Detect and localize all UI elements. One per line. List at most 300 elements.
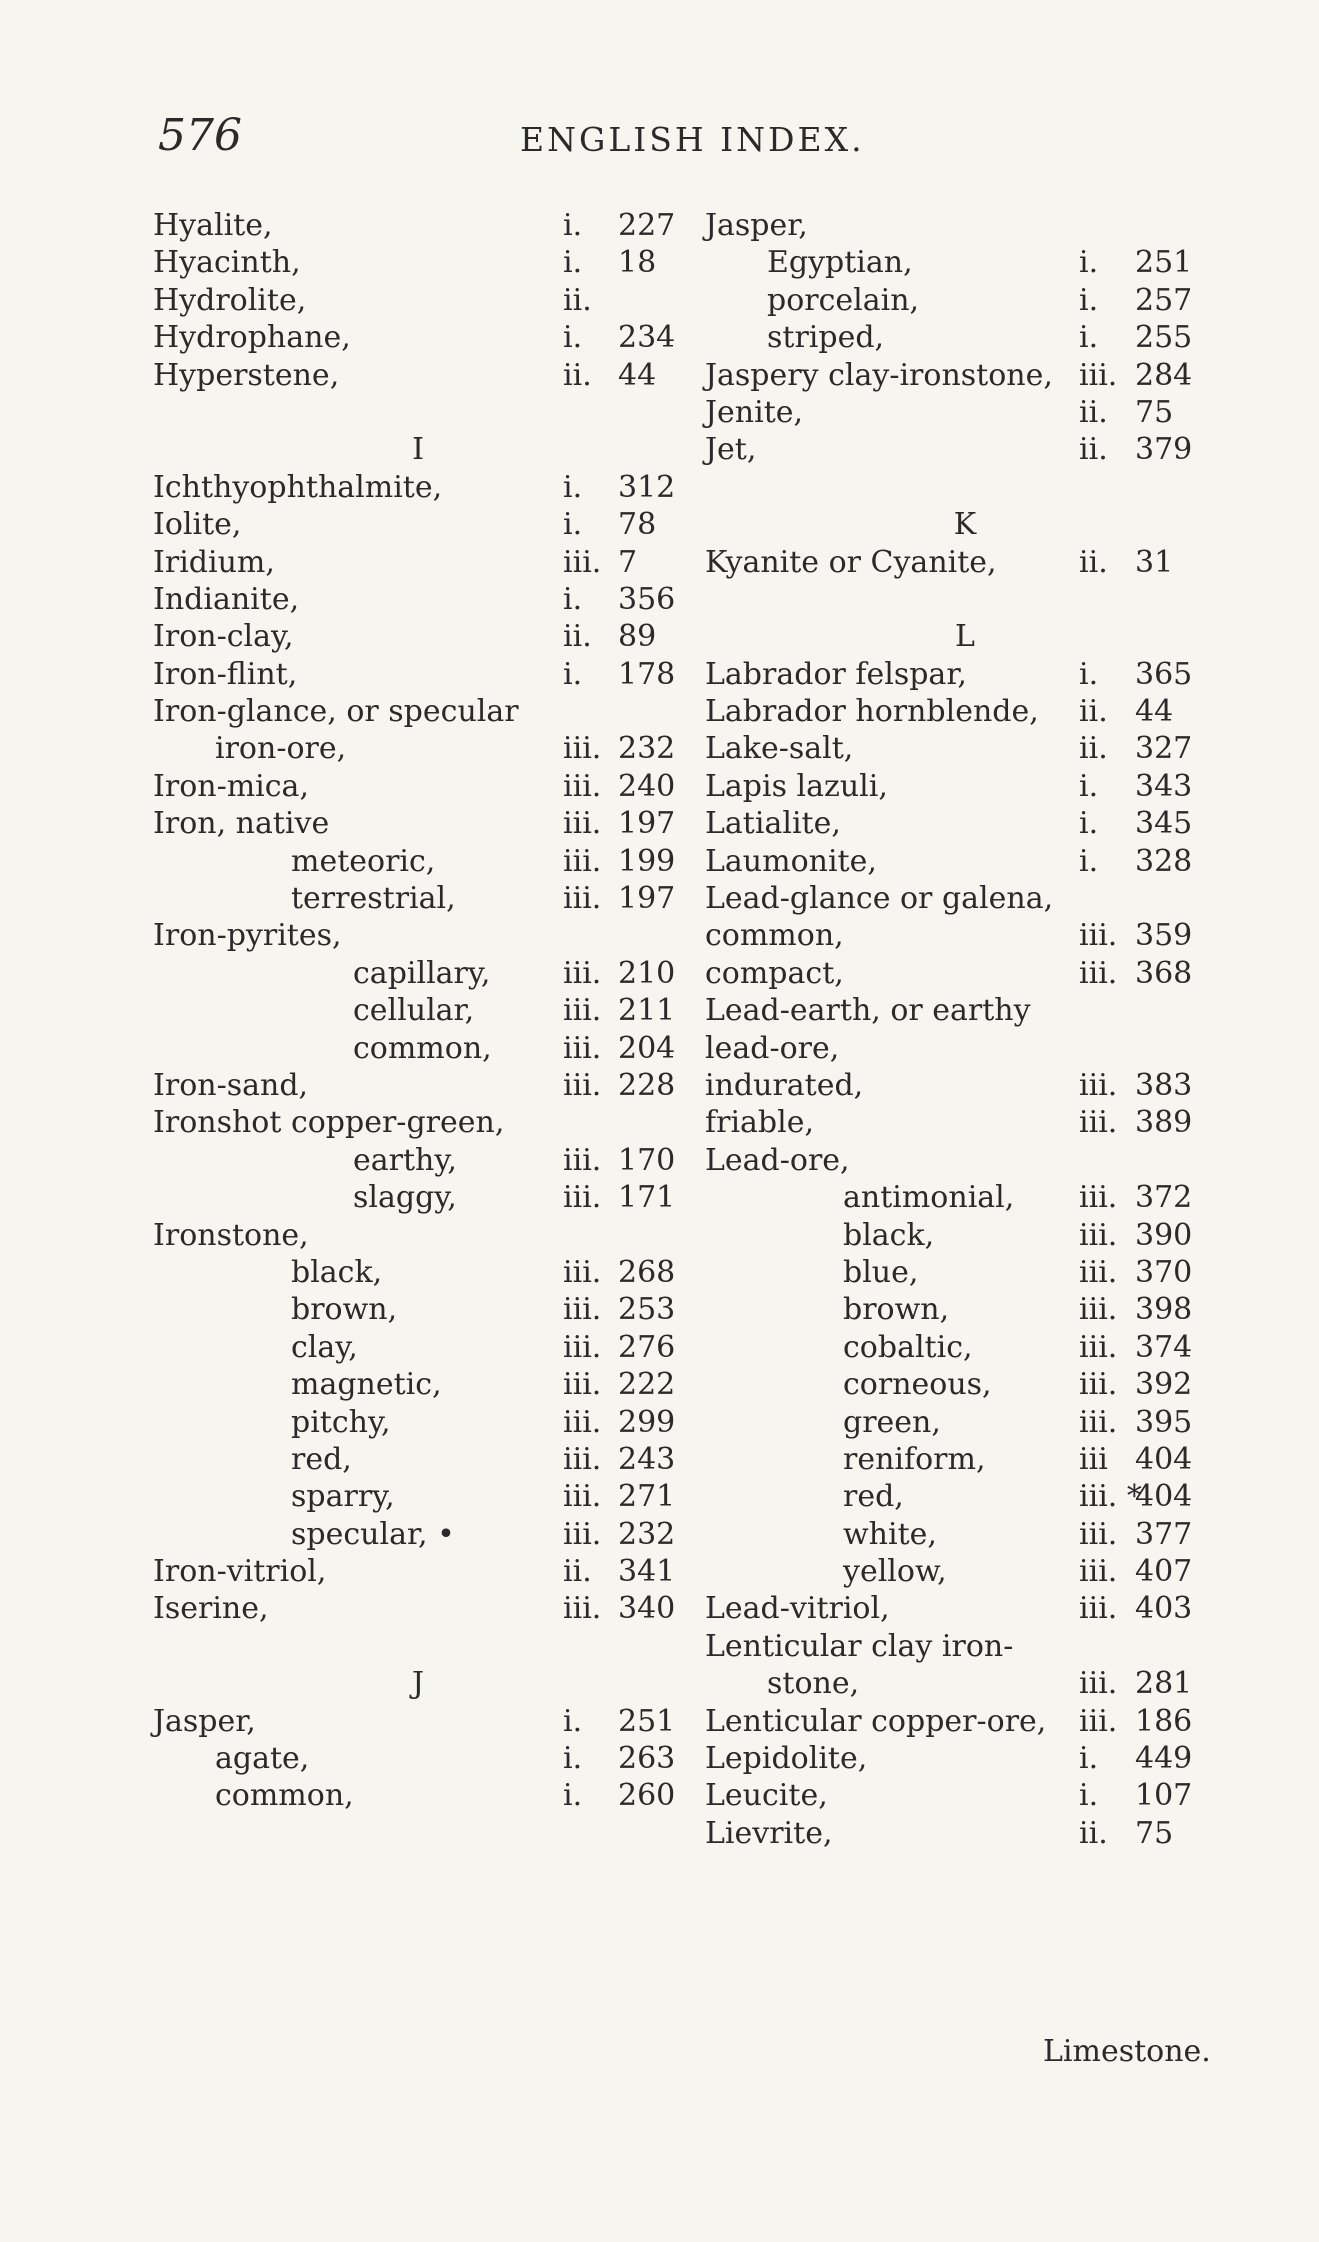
entry-page: 251 bbox=[1135, 245, 1193, 281]
page-header bbox=[0, 110, 1319, 170]
entry-term: Iron-pyrites, bbox=[153, 918, 342, 954]
index-entry bbox=[153, 357, 683, 394]
entry-term: cobaltic, bbox=[843, 1329, 973, 1365]
entry-volume: iii. bbox=[563, 843, 602, 879]
entry-volume: iii. bbox=[563, 1292, 602, 1328]
index-entry bbox=[705, 1740, 1225, 1777]
index-entry bbox=[153, 843, 683, 880]
entry-page: 197 bbox=[618, 806, 676, 842]
entry-page: 379 bbox=[1135, 432, 1193, 468]
entry-volume: i. bbox=[1079, 1778, 1099, 1814]
index-column-left bbox=[153, 207, 683, 1815]
index-entry bbox=[153, 1104, 683, 1141]
entry-term: Hydrolite, bbox=[153, 282, 307, 318]
index-entry bbox=[705, 544, 1225, 581]
entry-volume: iii. bbox=[1079, 1666, 1118, 1702]
entry-page: 263 bbox=[618, 1741, 676, 1777]
index-entry bbox=[705, 1553, 1225, 1590]
entry-term: blue, bbox=[843, 1254, 919, 1290]
entry-term: brown, bbox=[843, 1292, 950, 1328]
entry-volume: i. bbox=[1079, 768, 1099, 804]
entry-volume: iii. bbox=[1079, 1516, 1118, 1552]
entry-term: reniform, bbox=[843, 1441, 986, 1477]
entry-volume: i. bbox=[563, 1778, 583, 1814]
entry-term: Ichthyophthalmite, bbox=[153, 469, 443, 505]
index-entry bbox=[705, 805, 1225, 842]
entry-term: Latialite, bbox=[705, 806, 841, 842]
entry-page: 75 bbox=[1135, 394, 1174, 430]
entry-term: Lake-salt, bbox=[705, 731, 854, 767]
entry-volume: iii. bbox=[1079, 1105, 1118, 1141]
entry-page: 44 bbox=[1135, 694, 1174, 730]
entry-term: meteoric, bbox=[291, 843, 436, 879]
entry-term: Iron-flint, bbox=[153, 656, 298, 692]
entry-page: 299 bbox=[618, 1404, 676, 1440]
entry-term: indurated, bbox=[705, 1067, 864, 1103]
index-entry bbox=[153, 917, 683, 954]
entry-term: common, bbox=[353, 1030, 492, 1066]
entry-volume: iii. bbox=[563, 993, 602, 1029]
entry-volume: i. bbox=[563, 581, 583, 617]
entry-term: Jenite, bbox=[705, 394, 804, 430]
entry-page: 407 bbox=[1135, 1554, 1193, 1590]
entry-page: 228 bbox=[618, 1067, 676, 1103]
index-entry bbox=[705, 581, 1225, 618]
index-entry bbox=[153, 1254, 683, 1291]
index-entry bbox=[153, 656, 683, 693]
entry-term: Ironshot copper-green, bbox=[153, 1105, 505, 1141]
entry-volume: iii. bbox=[563, 1030, 602, 1066]
entry-volume: ii. bbox=[1079, 544, 1108, 580]
entry-volume: iii. bbox=[563, 544, 602, 580]
index-entry bbox=[153, 506, 683, 543]
entry-page: 211 bbox=[618, 993, 676, 1029]
entry-page: 7 bbox=[618, 544, 638, 580]
entry-page: 276 bbox=[618, 1329, 676, 1365]
entry-volume: iii. bbox=[563, 1142, 602, 1178]
entry-volume: i. bbox=[563, 208, 583, 243]
index-entry bbox=[153, 1478, 683, 1515]
entry-term: Lapis lazuli, bbox=[705, 768, 888, 804]
entry-volume: i. bbox=[1079, 843, 1099, 879]
entry-volume: iii. bbox=[563, 1479, 602, 1515]
entry-term: Kyanite or Cyanite, bbox=[705, 544, 997, 580]
section-letter-row bbox=[153, 431, 683, 468]
entry-volume: iii. bbox=[1079, 1254, 1118, 1290]
entry-term: Lead-vitriol, bbox=[705, 1591, 890, 1627]
entry-page: 271 bbox=[618, 1479, 676, 1515]
entry-term: Jasper, bbox=[705, 208, 808, 243]
entry-volume: i. bbox=[563, 1703, 583, 1739]
entry-term: cellular, bbox=[353, 993, 475, 1029]
entry-volume: iii. bbox=[563, 955, 602, 991]
entry-term: compact, bbox=[705, 955, 844, 991]
entry-term: corneous, bbox=[843, 1367, 992, 1403]
entry-page: 449 bbox=[1135, 1741, 1193, 1777]
entry-term: red, bbox=[843, 1479, 904, 1515]
entry-term: sparry, bbox=[291, 1479, 395, 1515]
entry-page: 368 bbox=[1135, 955, 1193, 991]
entry-term: earthy, bbox=[353, 1142, 457, 1178]
section-letter-row bbox=[705, 618, 1225, 655]
entry-volume: i. bbox=[563, 469, 583, 505]
index-entry bbox=[153, 1628, 683, 1665]
index-entry bbox=[153, 1030, 683, 1067]
entry-page: 243 bbox=[618, 1441, 676, 1477]
entry-page: 178 bbox=[618, 656, 676, 692]
entry-volume: iii bbox=[1079, 1441, 1108, 1477]
index-entry bbox=[153, 1366, 683, 1403]
index-entry bbox=[153, 544, 683, 581]
index-entry bbox=[705, 1366, 1225, 1403]
index-entry bbox=[705, 843, 1225, 880]
entry-term: yellow, bbox=[843, 1554, 947, 1590]
index-entry bbox=[705, 955, 1225, 992]
entry-page: 340 bbox=[618, 1591, 676, 1627]
entry-volume: iii. bbox=[563, 1180, 602, 1216]
entry-volume: ii. bbox=[563, 282, 592, 318]
index-entry bbox=[705, 1291, 1225, 1328]
entry-page: 312 bbox=[618, 469, 676, 505]
entry-page: 170 bbox=[618, 1142, 676, 1178]
entry-term: Lievrite, bbox=[705, 1815, 833, 1851]
entry-volume: iii. bbox=[563, 1591, 602, 1627]
entry-term: Hyalite, bbox=[153, 208, 273, 243]
entry-term: capillary, bbox=[353, 955, 491, 991]
entry-volume: iii. bbox=[1079, 955, 1118, 991]
entry-page: 204 bbox=[618, 1030, 676, 1066]
index-entry bbox=[705, 1777, 1225, 1814]
index-entry bbox=[705, 1179, 1225, 1216]
index-entry bbox=[153, 955, 683, 992]
entry-volume: iii. bbox=[563, 1404, 602, 1440]
entry-term: Lenticular clay iron- bbox=[705, 1628, 1014, 1664]
entry-page: 377 bbox=[1135, 1516, 1193, 1552]
entry-term: green, bbox=[843, 1404, 941, 1440]
entry-page: 78 bbox=[618, 507, 657, 543]
entry-term: terrestrial, bbox=[291, 881, 456, 917]
section-letter-row bbox=[705, 506, 1225, 543]
index-entry bbox=[153, 1703, 683, 1740]
index-entry bbox=[153, 282, 683, 319]
index-entry bbox=[153, 805, 683, 842]
entry-volume: iii. bbox=[1079, 1217, 1118, 1253]
index-entry bbox=[705, 1815, 1225, 1852]
index-entry bbox=[705, 917, 1225, 954]
entry-volume: iii. bbox=[563, 1254, 602, 1290]
index-entry bbox=[153, 992, 683, 1029]
entry-page: 356 bbox=[618, 581, 676, 617]
index-entry bbox=[153, 1291, 683, 1328]
index-entry bbox=[153, 1142, 683, 1179]
entry-page: 390 bbox=[1135, 1217, 1193, 1253]
index-entry bbox=[153, 1777, 683, 1814]
entry-term: black, bbox=[843, 1217, 935, 1253]
entry-page: 240 bbox=[618, 768, 676, 804]
entry-term: Iolite, bbox=[153, 507, 242, 543]
index-entry bbox=[705, 319, 1225, 356]
entry-page: 370 bbox=[1135, 1254, 1193, 1290]
entry-volume: iii. bbox=[1079, 1180, 1118, 1216]
entry-page: 281 bbox=[1135, 1666, 1193, 1702]
entry-volume: iii. bbox=[563, 1329, 602, 1365]
entry-page: 199 bbox=[618, 843, 676, 879]
entry-volume: iii. bbox=[1079, 1367, 1118, 1403]
entry-page: 395 bbox=[1135, 1404, 1193, 1440]
entry-volume: ii. bbox=[1079, 1815, 1108, 1851]
entry-term: Iron-glance, or specular bbox=[153, 694, 519, 730]
index-entry bbox=[705, 1142, 1225, 1179]
entry-page: 328 bbox=[1135, 843, 1193, 879]
entry-page: 383 bbox=[1135, 1067, 1193, 1103]
entry-volume: i. bbox=[563, 320, 583, 356]
entry-page: 341 bbox=[618, 1554, 676, 1590]
index-entry bbox=[705, 1478, 1225, 1515]
entry-page: 107 bbox=[1135, 1778, 1193, 1814]
entry-term: Jaspery clay-ironstone, bbox=[705, 357, 1053, 393]
index-entry bbox=[705, 1665, 1225, 1702]
entry-page: 404 bbox=[1135, 1441, 1193, 1477]
entry-page: 392 bbox=[1135, 1367, 1193, 1403]
entry-volume: iii. bbox=[1079, 357, 1118, 393]
entry-term: common, bbox=[705, 918, 844, 954]
index-entry bbox=[153, 693, 683, 730]
entry-term: antimonial, bbox=[843, 1180, 1015, 1216]
index-entry bbox=[153, 1329, 683, 1366]
entry-term: Labrador felspar, bbox=[705, 656, 967, 692]
entry-page: 44 bbox=[618, 357, 657, 393]
entry-volume: iii. bbox=[1079, 1292, 1118, 1328]
entry-page: 186 bbox=[1135, 1703, 1193, 1739]
entry-volume: iii. bbox=[1079, 1404, 1118, 1440]
entry-term: Iron-sand, bbox=[153, 1067, 309, 1103]
index-entry bbox=[153, 768, 683, 805]
entry-volume: i. bbox=[563, 507, 583, 543]
index-entry bbox=[153, 244, 683, 281]
entry-page: 251 bbox=[618, 1703, 676, 1739]
entry-term: Lead-earth, or earthy bbox=[705, 993, 1031, 1029]
index-entry bbox=[705, 1329, 1225, 1366]
entry-page: 257 bbox=[1135, 282, 1193, 318]
index-entry bbox=[705, 1590, 1225, 1627]
page-number: 576 bbox=[158, 110, 242, 161]
index-entry bbox=[705, 1516, 1225, 1553]
entry-volume: iii. bbox=[563, 1516, 602, 1552]
entry-volume: iii. bbox=[563, 1367, 602, 1403]
entry-term: magnetic, bbox=[291, 1367, 442, 1403]
entry-page: 227 bbox=[618, 208, 676, 243]
index-entry bbox=[705, 693, 1225, 730]
entry-volume: ii. bbox=[1079, 394, 1108, 430]
entry-page: 404 bbox=[1135, 1479, 1193, 1515]
entry-page: 260 bbox=[618, 1778, 676, 1814]
index-entry bbox=[705, 1628, 1225, 1665]
entry-term: pitchy, bbox=[291, 1404, 391, 1440]
entry-page: 89 bbox=[618, 619, 657, 655]
index-entry bbox=[705, 880, 1225, 917]
entry-page: 403 bbox=[1135, 1591, 1193, 1627]
entry-term: iron-ore, bbox=[215, 731, 347, 767]
index-entry bbox=[153, 730, 683, 767]
entry-volume: iii. bbox=[1079, 1067, 1118, 1103]
entry-page: 232 bbox=[618, 1516, 676, 1552]
entry-volume: ii. bbox=[1079, 694, 1108, 730]
entry-page: 389 bbox=[1135, 1105, 1193, 1141]
section-letter: I bbox=[412, 432, 424, 468]
index-entry bbox=[153, 1217, 683, 1254]
entry-volume: iii. bbox=[1079, 1554, 1118, 1590]
entry-term: brown, bbox=[291, 1292, 398, 1328]
section-letter: K bbox=[953, 507, 977, 543]
index-entry bbox=[153, 1590, 683, 1627]
entry-volume: ii. bbox=[1079, 731, 1108, 767]
index-entry bbox=[705, 1104, 1225, 1141]
section-letter: J bbox=[411, 1666, 425, 1702]
entry-page: 343 bbox=[1135, 768, 1193, 804]
entry-page: 232 bbox=[618, 731, 676, 767]
entry-volume: iii. bbox=[563, 731, 602, 767]
entry-term: slaggy, bbox=[353, 1180, 457, 1216]
entry-term: porcelain, bbox=[767, 282, 920, 318]
entry-term: clay, bbox=[291, 1329, 358, 1365]
entry-volume: iii. bbox=[563, 806, 602, 842]
section-letter-row bbox=[153, 1665, 683, 1702]
entry-page: 327 bbox=[1135, 731, 1193, 767]
entry-page: 372 bbox=[1135, 1180, 1193, 1216]
index-entry bbox=[705, 207, 1225, 244]
entry-volume: ii. bbox=[563, 619, 592, 655]
entry-term: common, bbox=[215, 1778, 354, 1814]
entry-volume: iii. bbox=[563, 768, 602, 804]
entry-volume: iii. * bbox=[1079, 1479, 1142, 1515]
entry-volume: ii. bbox=[563, 357, 592, 393]
entry-term: Jet, bbox=[705, 432, 757, 468]
index-entry bbox=[153, 469, 683, 506]
index-entry bbox=[153, 394, 683, 431]
entry-page: 345 bbox=[1135, 806, 1193, 842]
index-entry bbox=[153, 1179, 683, 1216]
entry-volume: i. bbox=[1079, 245, 1099, 281]
entry-term: Labrador hornblende, bbox=[705, 694, 1039, 730]
entry-term: Iserine, bbox=[153, 1591, 269, 1627]
index-entry bbox=[705, 1254, 1225, 1291]
index-entry bbox=[705, 357, 1225, 394]
index-entry bbox=[153, 319, 683, 356]
entry-volume: i. bbox=[563, 656, 583, 692]
entry-term: Leucite, bbox=[705, 1778, 828, 1814]
index-entry bbox=[153, 618, 683, 655]
entry-term: specular, • bbox=[291, 1516, 455, 1552]
entry-term: agate, bbox=[215, 1741, 310, 1777]
entry-volume: i. bbox=[1079, 656, 1099, 692]
index-entry bbox=[153, 1404, 683, 1441]
index-entry bbox=[153, 1740, 683, 1777]
entry-page: 365 bbox=[1135, 656, 1193, 692]
entry-page: 359 bbox=[1135, 918, 1193, 954]
entry-page: 222 bbox=[618, 1367, 676, 1403]
index-entry bbox=[705, 394, 1225, 431]
entry-volume: iii. bbox=[1079, 1703, 1118, 1739]
index-column-right bbox=[705, 207, 1225, 1852]
index-entry bbox=[705, 992, 1225, 1029]
entry-term: Egyptian, bbox=[767, 245, 913, 281]
entry-term: Indianite, bbox=[153, 581, 300, 617]
entry-page: 31 bbox=[1135, 544, 1174, 580]
entry-volume: i. bbox=[563, 245, 583, 281]
entry-term: Lead-ore, bbox=[705, 1142, 850, 1178]
entry-page: 197 bbox=[618, 881, 676, 917]
entry-page: 398 bbox=[1135, 1292, 1193, 1328]
entry-volume: ii. bbox=[1079, 432, 1108, 468]
entry-term: red, bbox=[291, 1441, 352, 1477]
entry-volume: i. bbox=[1079, 806, 1099, 842]
entry-term: Ironstone, bbox=[153, 1217, 309, 1253]
entry-volume: i. bbox=[1079, 1741, 1099, 1777]
index-entry bbox=[705, 469, 1225, 506]
index-entry bbox=[705, 282, 1225, 319]
index-entry bbox=[705, 244, 1225, 281]
index-entry bbox=[153, 1441, 683, 1478]
index-entry bbox=[153, 880, 683, 917]
section-letter: L bbox=[955, 619, 975, 655]
index-entry bbox=[705, 1030, 1225, 1067]
entry-page: 253 bbox=[618, 1292, 676, 1328]
index-entry bbox=[705, 1703, 1225, 1740]
entry-term: Iron-clay, bbox=[153, 619, 294, 655]
entry-term: Iron-mica, bbox=[153, 768, 309, 804]
index-entry bbox=[705, 1441, 1225, 1478]
entry-term: Lepidolite, bbox=[705, 1741, 868, 1777]
entry-page: 171 bbox=[618, 1180, 676, 1216]
index-entry bbox=[153, 581, 683, 618]
entry-page: 284 bbox=[1135, 357, 1193, 393]
index-entry bbox=[705, 1217, 1225, 1254]
entry-volume: ii. bbox=[563, 1554, 592, 1590]
entry-page: 268 bbox=[618, 1254, 676, 1290]
entry-volume: iii. bbox=[1079, 1591, 1118, 1627]
entry-page: 234 bbox=[618, 320, 676, 356]
entry-volume: iii. bbox=[1079, 918, 1118, 954]
entry-term: Lead-glance or galena, bbox=[705, 881, 1054, 917]
index-entry bbox=[705, 431, 1225, 468]
entry-page: 374 bbox=[1135, 1329, 1193, 1365]
index-entry bbox=[153, 1516, 683, 1553]
running-title: ENGLISH INDEX. bbox=[520, 120, 865, 159]
entry-term: black, bbox=[291, 1254, 383, 1290]
entry-term: Iron-vitriol, bbox=[153, 1554, 327, 1590]
entry-volume: iii. bbox=[563, 881, 602, 917]
entry-volume: i. bbox=[1079, 320, 1099, 356]
entry-page: 18 bbox=[618, 245, 657, 281]
entry-term: friable, bbox=[705, 1105, 815, 1141]
entry-term: lead-ore, bbox=[705, 1030, 840, 1066]
entry-page: 75 bbox=[1135, 1815, 1174, 1851]
index-entry bbox=[705, 1404, 1225, 1441]
entry-term: Hyperstene, bbox=[153, 357, 340, 393]
entry-term: Iridium, bbox=[153, 544, 275, 580]
entry-term: stone, bbox=[767, 1666, 860, 1702]
entry-volume: iii. bbox=[563, 1441, 602, 1477]
entry-page: 210 bbox=[618, 955, 676, 991]
index-entry bbox=[705, 768, 1225, 805]
entry-term: Lenticular copper-ore, bbox=[705, 1703, 1047, 1739]
index-entry bbox=[705, 656, 1225, 693]
index-entry bbox=[153, 207, 683, 244]
entry-term: striped, bbox=[767, 320, 885, 356]
entry-term: Laumonite, bbox=[705, 843, 877, 879]
entry-term: Hydrophane, bbox=[153, 320, 351, 356]
catchword: Limestone. bbox=[1043, 2034, 1211, 2069]
